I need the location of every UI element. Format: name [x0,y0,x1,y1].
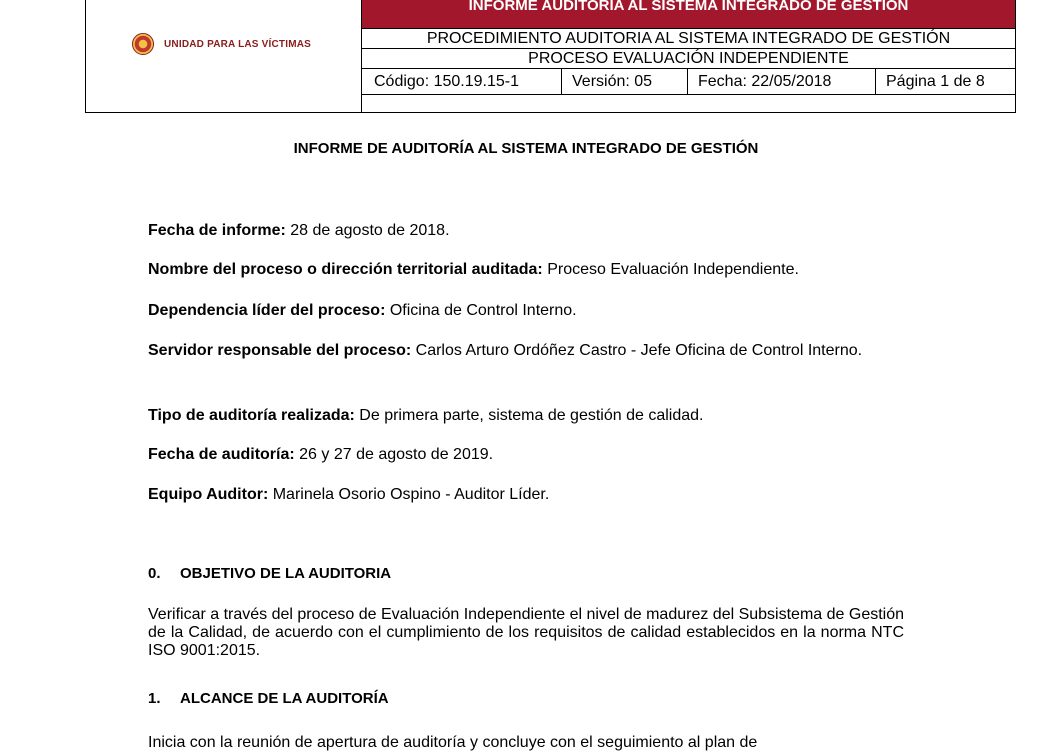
field-audit-type [148,405,904,427]
field-audit-team [148,484,904,506]
section-text-scope: Inicia con la reunión de apertura de auditoría y concluye con el seguimiento al plan de [148,734,758,751]
field-label: Fecha de auditoría: [148,446,295,463]
document-title: INFORME DE AUDITORÍA AL SISTEMA INTEGRADO DE GESTIÓN [293,140,759,157]
field-process-name [148,259,904,281]
field-value: 26 y 27 de agosto de 2019. [294,446,494,463]
field-report-date [148,220,904,242]
procedure-name: PROCEDIMIENTO AUDITORIA AL SISTEMA INTEGRADO DE GESTIÓN [362,29,1015,49]
institution-logo [132,33,311,55]
section-title: ALCANCE DE LA AUDITORÍA [180,690,389,707]
field-label: Fecha de informe: [148,222,286,239]
logo-text: UNIDAD PARA LAS VÍCTIMAS [164,38,312,50]
field-value: Proceso Evaluación Independiente. [542,261,799,278]
logo-cell [86,0,362,112]
page-number: Página 1 de 8 [886,73,985,90]
field-value: Marinela Osorio Ospino - Auditor Líder. [268,486,550,503]
field-label: Servidor responsable del proceso: [148,342,412,359]
document-code: Código: 150.19.15-1 [362,69,562,94]
coat-of-arms-icon [132,33,154,55]
section-title: OBJETIVO DE LA AUDITORIA [180,565,392,582]
field-label: Tipo de auditoría realizada: [148,407,355,424]
field-label: Dependencia líder del proceso: [148,302,386,319]
process-name: PROCESO EVALUACIÓN INDEPENDIENTE [362,49,1015,69]
header-info [362,0,1015,112]
document-header-table [85,0,1016,113]
field-value: Carlos Arturo Ordóñez Castro - Jefe Oficina de Control Interno. [411,342,863,359]
field-value: Oficina de Control Interno. [385,302,577,319]
section-number: 1. [148,690,161,707]
section-number: 0. [148,565,161,582]
field-responsible-officer [148,340,904,362]
section-heading-scope [148,690,389,707]
document-date: Fecha: 22/05/2018 [688,69,876,94]
field-label: Equipo Auditor: [148,486,269,503]
field-value: 28 de agosto de 2018. [285,222,450,239]
header-meta-row [362,69,1015,95]
field-audit-date [148,444,904,466]
header-banner-title: INFORME AUDITORIA AL SISTEMA INTEGRADO DE GESTION [362,0,1015,29]
field-value: De primera parte, sistema de gestión de calidad. [354,407,704,424]
field-label: Nombre del proceso o dirección territorial auditada: [148,261,543,278]
field-lead-department [148,300,904,322]
section-heading-objective [148,565,391,582]
section-text-objective: Verificar a través del proceso de Evaluación Independiente el nivel de madurez del Subsistema de Gestión de la Calidad, de acuerdo con el cumplimiento de los requisitos de calidad establecidos en la norma NTC ISO 9001:2015. [148,606,905,659]
document-version: Versión: 05 [562,69,688,94]
